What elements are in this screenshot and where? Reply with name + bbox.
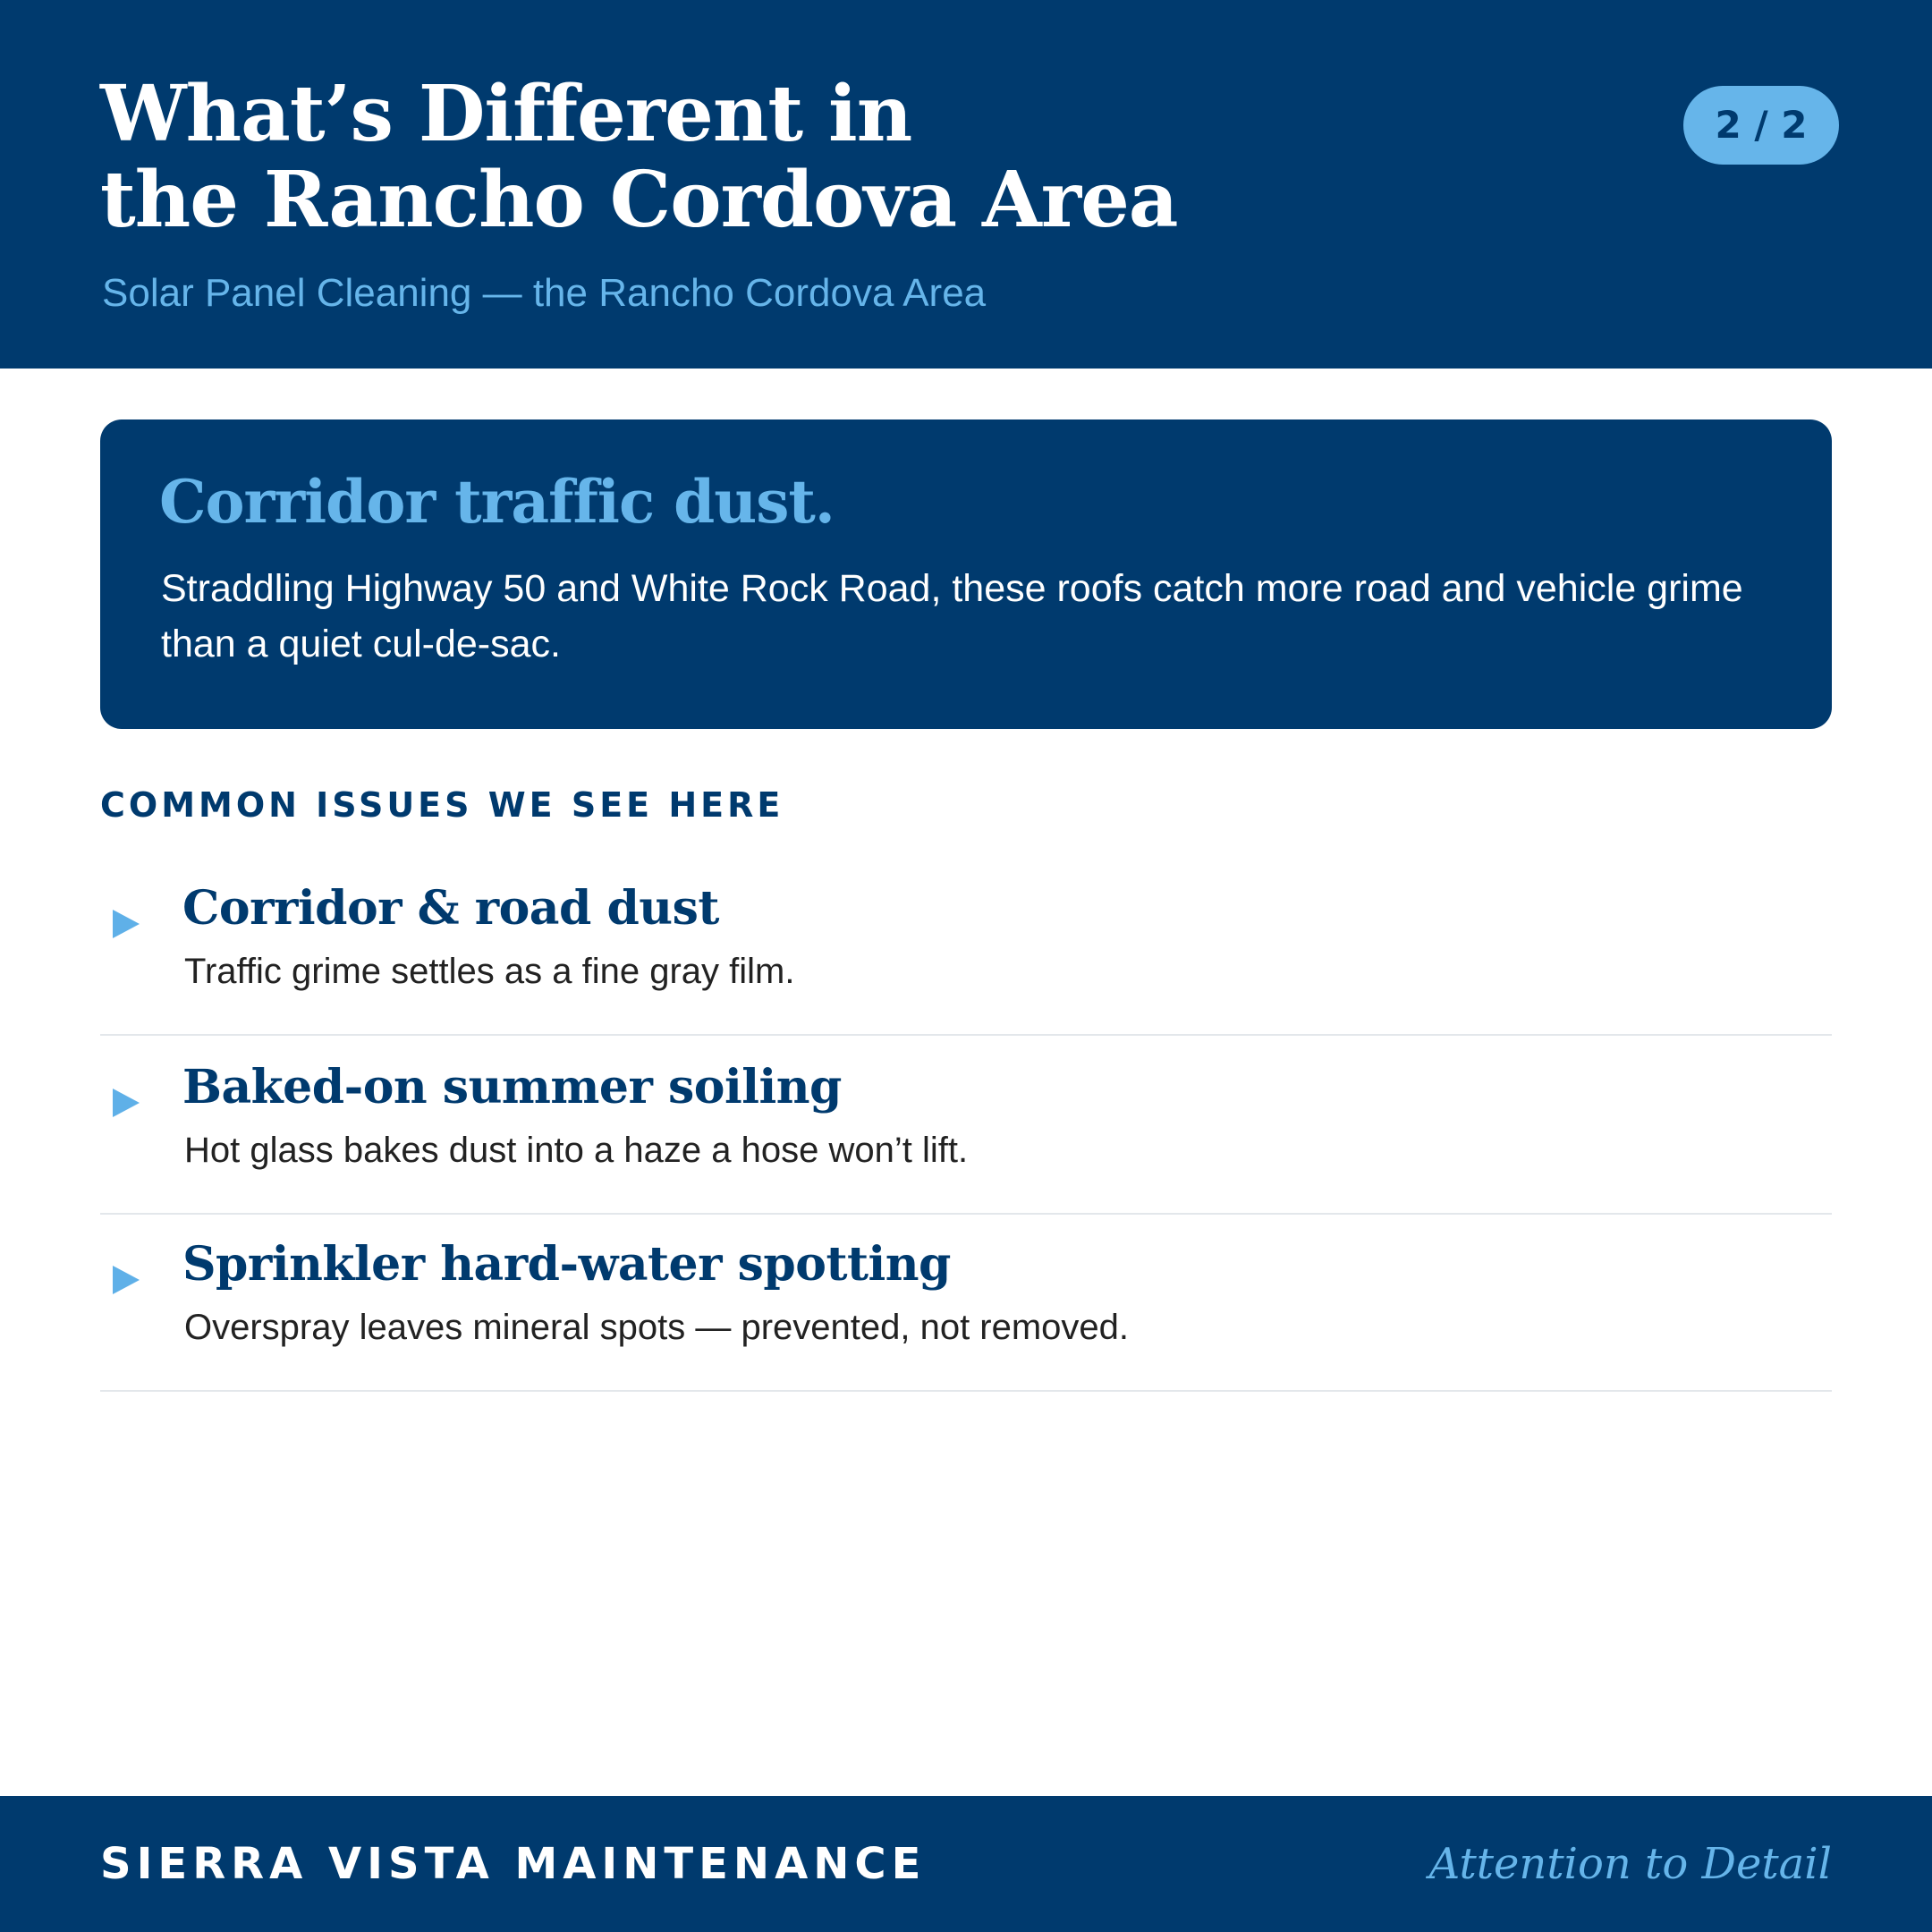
callout-body: Straddling Highway 50 and White Rock Road, these roofs catch more road and vehicle grime than a quiet cul-de-sac. — [161, 567, 1743, 665]
issue-title: Corridor & road dust — [182, 881, 719, 936]
issue-title: Sprinkler hard-water spotting — [182, 1237, 951, 1292]
highlight-callout — [100, 419, 1832, 729]
issue-title: Baked-on summer soiling — [182, 1060, 842, 1114]
issue-list-item — [100, 859, 1832, 1036]
page-subtitle: Solar Panel Cleaning — the Rancho Cordova Area — [102, 271, 987, 315]
page-title-line-2: the Rancho Cordova Area — [100, 155, 1178, 245]
footer-bar — [0, 1796, 1932, 1932]
issue-description: Overspray leaves mineral spots — prevented, not removed. — [184, 1308, 1130, 1347]
play-arrow-icon — [113, 1089, 140, 1117]
callout-title: Corridor traffic dust. — [159, 467, 835, 537]
page-title-line-1: What’s Different in — [100, 69, 912, 159]
issues-section-label: COMMON ISSUES WE SEE HERE — [100, 785, 784, 825]
page-title — [100, 69, 1442, 245]
header-banner — [0, 0, 1932, 369]
issue-description: Hot glass bakes dust into a haze a hose won’t lift. — [184, 1131, 969, 1170]
page-indicator-badge: 2 / 2 — [1683, 86, 1839, 165]
issue-list-item — [100, 1038, 1832, 1215]
play-arrow-icon — [113, 910, 140, 938]
play-arrow-icon — [113, 1266, 140, 1294]
issue-description: Traffic grime settles as a fine gray film. — [184, 952, 795, 991]
brand-name: SIERRA VISTA MAINTENANCE — [100, 1839, 927, 1889]
brand-tagline: Attention to Detail — [1428, 1839, 1832, 1889]
issue-list-item — [100, 1215, 1832, 1392]
